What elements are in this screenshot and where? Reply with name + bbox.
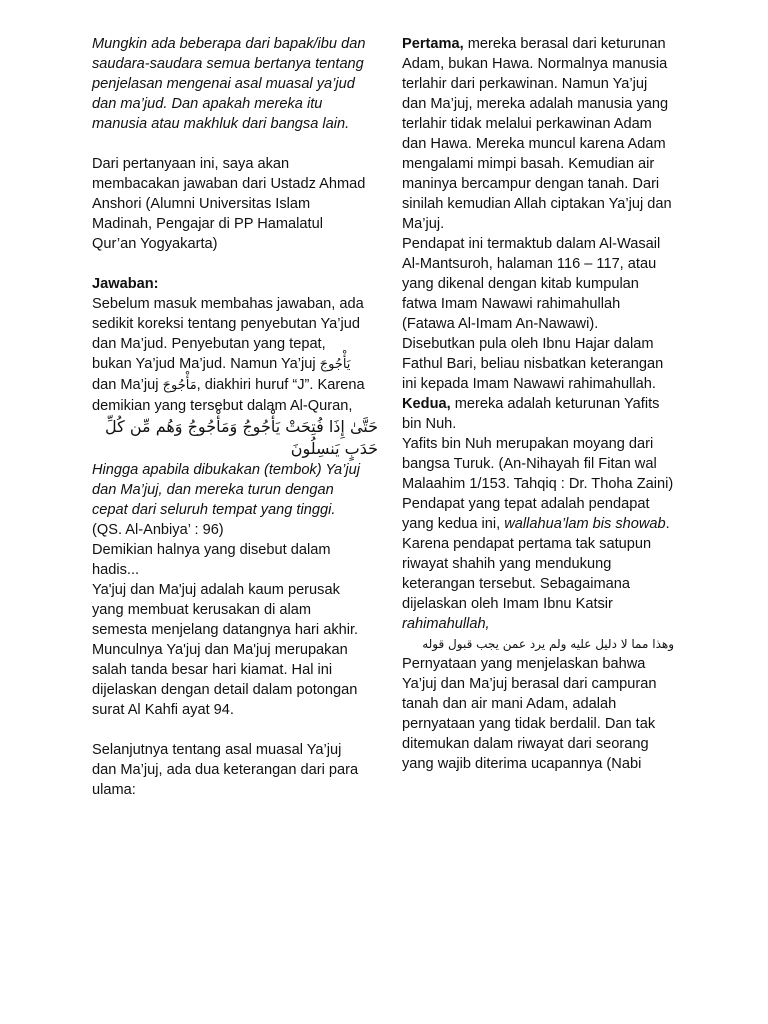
second-opinion-paragraph [402,394,674,434]
arabic-majuj: مَأْجُوجَ [162,378,197,393]
correct-italic: wallahua’lam bis showab [504,516,666,532]
description-paragraph: Ya'juj dan Ma'juj adalah kaum perusak yang membuat kerusakan di alam semesta menjelang datangnya hari akhir. Munculnya Ya'juj dan Ma'juj merupakan salah tanda besar hari kiamat. Hal ini dijelaskan dengan detail dalam potongan surat Al Kahfi ayat 94. [92,582,359,718]
second-label: Kedua, [402,396,451,412]
source-paragraph: Dari pertanyaan ini, saya akan membacakan jawaban dari Ustadz Ahmad Anshori (Alumni Universitas Islam Madinah, Pengajar di PP Hamalatul Qur’an Yogyakarta) [92,156,366,252]
right-column [402,34,674,774]
spacer [92,720,368,740]
statement-paragraph: Pernyataan yang menjelaskan bahwa Ya’juj dan Ma’juj berasal dari campuran tanah dan air mani Adam, adalah pernyataan yang tidak berdalil. Dan tak ditemukan dalam riwayat dari seorang yang wajib diterima ucapannya (Nabi [402,656,657,772]
verse-translation: Hingga apabila dibukakan (tembok) Ya’juj dan Ma’juj, dan mereka turun dengan cepat dari seluruh tempat yang tinggi. [92,462,360,518]
spacer [92,134,368,154]
ibnu-katsir-quote-arabic: وهذا مما لا دليل عليه ولم يرد عمن يجب قبول قوله [422,637,674,651]
correct-text-2: . [665,516,670,532]
answer-heading: Jawaban: [92,276,159,292]
first-opinion-paragraph [402,34,674,234]
correction-text-3: , diakhiri huruf “J”. Karena demikian yang tersebut dalam Al-Quran, [92,377,365,414]
arabic-yajuj: يَأْجُوجَ [319,357,351,372]
second-source-paragraph: Yafits bin Nuh merupakan moyang dari bangsa Turuk. (An-Nihayah fil Fitan wal Malaahim 1/153. Tahqiq : Dr. Thoha Zaini) [402,436,674,492]
quran-verse-arabic: حَتَّىٰ إِذَا فُتِحَتْ يَأْجُوجُ وَمَأْجُوجُ وَهُم مِّن كُلِّ حَدَبٍ يَنسِلُونَ [105,417,378,458]
first-text: mereka berasal dari keturunan Adam, bukan Hawa. Normalnya manusia terlahir dari perkawinan. Namun Ya’juj dan Ma’juj, mereka adalah manusia yang terlahir tidak melalui perkawinan Adam dan Hawa. Mereka muncul karena Adam mengalami mimpi basah. Kemudian air maninya bercampur dengan tanah. Dari sinilah kemudian Allah ciptakan Ya’juj dan Ma’juj. [402,36,672,232]
second-text: mereka adalah keturunan Yafits bin Nuh. [402,396,660,432]
correct-text-1: Pendapat yang tepat adalah pendapat yang kedua ini, [402,496,650,532]
correct-opinion-paragraph [402,494,674,534]
hadith-intro: Demikian halnya yang disebut dalam hadis... [92,542,331,578]
verse-reference: (QS. Al-Anbiya’ : 96) [92,522,224,538]
correction-text-1: Sebelum masuk membahas jawaban, ada sedikit koreksi tentang penyebutan Ya’jud dan Ma’jud. Penyebutan yang tepat, bukan Ya’jud Ma’jud. Namun Ya’juj [92,296,364,372]
intro-paragraph: Mungkin ada beberapa dari bapak/ibu dan saudara-saudara semua bertanya tentang penjelasan mengenai asal muasal ya’jud dan ma’jud. Dan apakah mereka itu manusia atau makhluk dari bangsa lain. [92,36,366,132]
correction-text-2: dan Ma’juj [92,377,159,393]
origin-intro-paragraph: Selanjutnya tentang asal muasal Ya’juj dan Ma’juj, ada dua keterangan dari para ulama: [92,742,359,798]
reason-italic: rahimahullah, [402,616,490,632]
correction-paragraph [92,294,368,416]
left-column [92,34,378,800]
spacer [92,254,368,274]
reason-paragraph [402,534,674,634]
reason-text: Karena pendapat pertama tak satupun riwayat shahih yang mendukung keterangan tersebut. Sebagaimana dijelaskan oleh Imam Ibnu Katsir [402,536,652,612]
first-label: Pertama, [402,36,464,52]
verse-translation-paragraph [92,460,368,540]
first-source-paragraph: Pendapat ini termaktub dalam Al-Wasail Al-Mantsuroh, halaman 116 – 117, atau yang dikenal dengan kitab kumpulan fatwa Imam Nawawi rahimahullah (Fatawa Al-Imam An-Nawawi). Disebutkan pula oleh Ibnu Hajar dalam Fathul Bari, beliau nisbatkan keterangan ini kepada Imam Nawawi rahimahullah. [402,236,664,392]
